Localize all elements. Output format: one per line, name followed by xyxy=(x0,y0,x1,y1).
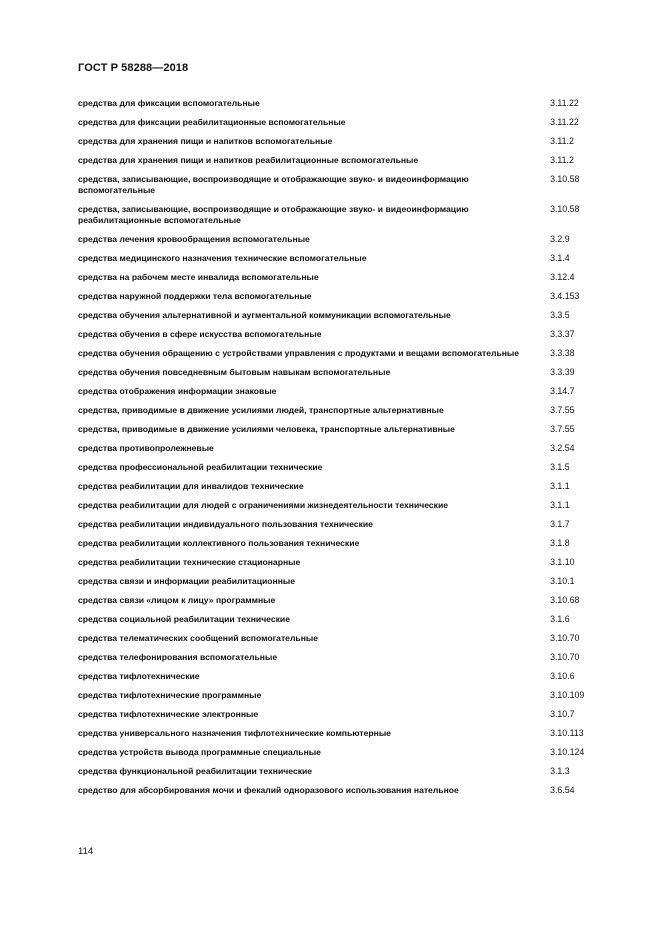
index-section-number: 3.1.6 xyxy=(550,614,570,625)
index-entry xyxy=(78,423,608,435)
index-term: средства устройств вывода программные специальные xyxy=(78,747,321,758)
index-term: средства наружной поддержки тела вспомогательные xyxy=(78,291,312,302)
index-term: средства связи «лицом к лицу» программные xyxy=(78,595,276,606)
index-entry xyxy=(78,746,608,758)
index-entry xyxy=(78,784,608,796)
index-term: средства тифлотехнические xyxy=(78,671,200,682)
index-entry xyxy=(78,708,608,720)
index-entry xyxy=(78,135,608,147)
index-term: средства, записывающие, воспроизводящие и отображающие звуко- и видеоинформацию реабилитационные вспомогательные xyxy=(78,204,469,226)
index-section-number: 3.7.55 xyxy=(550,405,575,416)
index-section-number: 3.1.8 xyxy=(550,538,570,549)
index-section-number: 3.11.2 xyxy=(550,155,574,165)
document-header: ГОСТ Р 58288—2018 xyxy=(78,62,189,74)
index-term: средства профессиональной реабилитации технические xyxy=(78,462,323,473)
index-section-number: 3.1.4 xyxy=(550,253,570,264)
index-term: средства реабилитации для людей с ограничениями жизнедеятельности технические xyxy=(78,500,449,511)
index-term: средства для хранения пищи и напитков вспомогательные xyxy=(78,136,333,146)
index-term: средства функциональной реабилитации технические xyxy=(78,766,313,777)
index-entry xyxy=(78,252,608,264)
index-entry xyxy=(78,575,608,587)
index-section-number: 3.3.38 xyxy=(550,348,575,359)
index-term: средства телематических сообщений вспомогательные xyxy=(78,633,319,644)
index-term: средства медицинского назначения технические вспомогательные xyxy=(78,253,367,264)
index-entry xyxy=(78,233,608,245)
index-entry xyxy=(78,518,608,530)
index-entry xyxy=(78,97,608,109)
index-entry xyxy=(78,442,608,454)
index-entry xyxy=(78,613,608,625)
index-term: средства телефонирования вспомогательные xyxy=(78,652,278,663)
index-section-number: 3.10.7 xyxy=(550,709,575,720)
index-entry xyxy=(78,480,608,492)
index-section-number: 3.10.124 xyxy=(550,747,585,758)
index-term: средства обучения альтернативной и аугментальной коммуникации вспомогательные xyxy=(78,310,451,321)
index-term: средства тифлотехнические электронные xyxy=(78,709,259,720)
index-section-number: 3.10.70 xyxy=(550,633,580,644)
index-section-number: 3.3.39 xyxy=(550,367,575,378)
index-term: средства реабилитации технические стационарные xyxy=(78,557,301,568)
index-section-number: 3.10.70 xyxy=(550,652,580,663)
index-section-number: 3.3.37 xyxy=(550,329,575,340)
index-entry xyxy=(78,727,608,739)
index-section-number: 3.10.109 xyxy=(550,690,585,701)
index-term: средства обучения в сфере искусства вспомогательные xyxy=(78,329,322,340)
index-entry xyxy=(78,556,608,568)
index-term: средства универсального назначения тифлотехнические компьютерные xyxy=(78,728,391,739)
index-entry xyxy=(78,366,608,378)
index-section-number: 3.10.1 xyxy=(550,576,575,587)
index-term: средства, приводимые в движение усилиями человека, транспортные альтернативные xyxy=(78,424,455,435)
index-term: средства для хранения пищи и напитков реабилитационные вспомогательные xyxy=(78,155,419,165)
index-term: средства связи и информации реабилитационные xyxy=(78,576,296,587)
index-entry xyxy=(78,203,608,226)
index-section-number: 3.10.113 xyxy=(550,728,584,739)
index-section-number: 3.4.153 xyxy=(550,291,580,302)
index-section-number: 3.1.1 xyxy=(550,481,570,492)
index-section-number: 3.11.22 xyxy=(550,117,579,127)
index-section-number: 3.10.68 xyxy=(550,595,580,606)
index-section-number: 3.11.2 xyxy=(550,136,574,146)
index-section-number: 3.1.10 xyxy=(550,557,575,568)
index-section-number: 3.1.1 xyxy=(550,500,570,511)
index-section-number: 3.10.6 xyxy=(550,671,575,682)
index-term: средства обучения обращению с устройствами управления с продуктами и вещами вспомогательные xyxy=(78,348,520,359)
index-list xyxy=(78,97,608,803)
index-section-number: 3.14.7 xyxy=(550,386,575,397)
index-term: средства тифлотехнические программные xyxy=(78,690,262,701)
index-entry xyxy=(78,670,608,682)
index-term: средства социальной реабилитации технические xyxy=(78,614,290,625)
index-section-number: 3.10.58 xyxy=(550,204,580,215)
index-section-number: 3.2.54 xyxy=(550,443,575,454)
index-entry xyxy=(78,271,608,283)
index-entry xyxy=(78,689,608,701)
index-entry xyxy=(78,290,608,302)
index-section-number: 3.10.58 xyxy=(550,174,580,184)
index-term: средства для фиксации вспомогательные xyxy=(78,98,260,108)
index-section-number: 3.12.4 xyxy=(550,272,575,283)
index-entry xyxy=(78,461,608,473)
index-section-number: 3.1.7 xyxy=(550,519,570,530)
index-entry xyxy=(78,347,608,359)
index-term: средства реабилитации для инвалидов технические xyxy=(78,481,304,492)
index-section-number: 3.1.5 xyxy=(550,462,570,473)
index-section-number: 3.7.55 xyxy=(550,424,575,435)
index-entry xyxy=(78,404,608,416)
index-term: средства отображения информации знаковые xyxy=(78,386,277,397)
index-term: средства реабилитации индивидуального пользования технические xyxy=(78,519,373,530)
index-entry xyxy=(78,632,608,644)
index-entry xyxy=(78,309,608,321)
index-section-number: 3.2.9 xyxy=(550,234,570,245)
index-term: средства обучения повседневным бытовым навыкам вспомогательные xyxy=(78,367,391,378)
index-section-number: 3.1.3 xyxy=(550,766,570,777)
index-term: средства, записывающие, воспроизводящие и отображающие звуко- и видеоинформацию вспомогательные xyxy=(78,174,469,196)
index-term: средства, приводимые в движение усилиями людей, транспортные альтернативные xyxy=(78,405,444,416)
index-term: средства лечения кровообращения вспомогательные xyxy=(78,234,310,245)
index-entry xyxy=(78,116,608,128)
index-entry xyxy=(78,765,608,777)
index-term: средства противопролежневые xyxy=(78,443,214,454)
index-term: средства на рабочем месте инвалида вспомогательные xyxy=(78,272,319,283)
index-entry xyxy=(78,154,608,166)
index-section-number: 3.3.5 xyxy=(550,310,570,321)
index-section-number: 3.6.54 xyxy=(550,785,575,796)
index-entry xyxy=(78,173,608,196)
index-entry xyxy=(78,385,608,397)
index-entry xyxy=(78,594,608,606)
index-section-number: 3.11.22 xyxy=(550,98,579,108)
page-number: 114 xyxy=(78,846,94,857)
index-entry xyxy=(78,651,608,663)
index-term: средства для фиксации реабилитационные вспомогательные xyxy=(78,117,346,127)
index-term: средства реабилитации коллективного пользования технические xyxy=(78,538,360,549)
index-entry xyxy=(78,328,608,340)
index-entry xyxy=(78,499,608,511)
index-term: средство для абсорбирования мочи и фекалий одноразового использования нательное xyxy=(78,785,459,796)
index-entry xyxy=(78,537,608,549)
